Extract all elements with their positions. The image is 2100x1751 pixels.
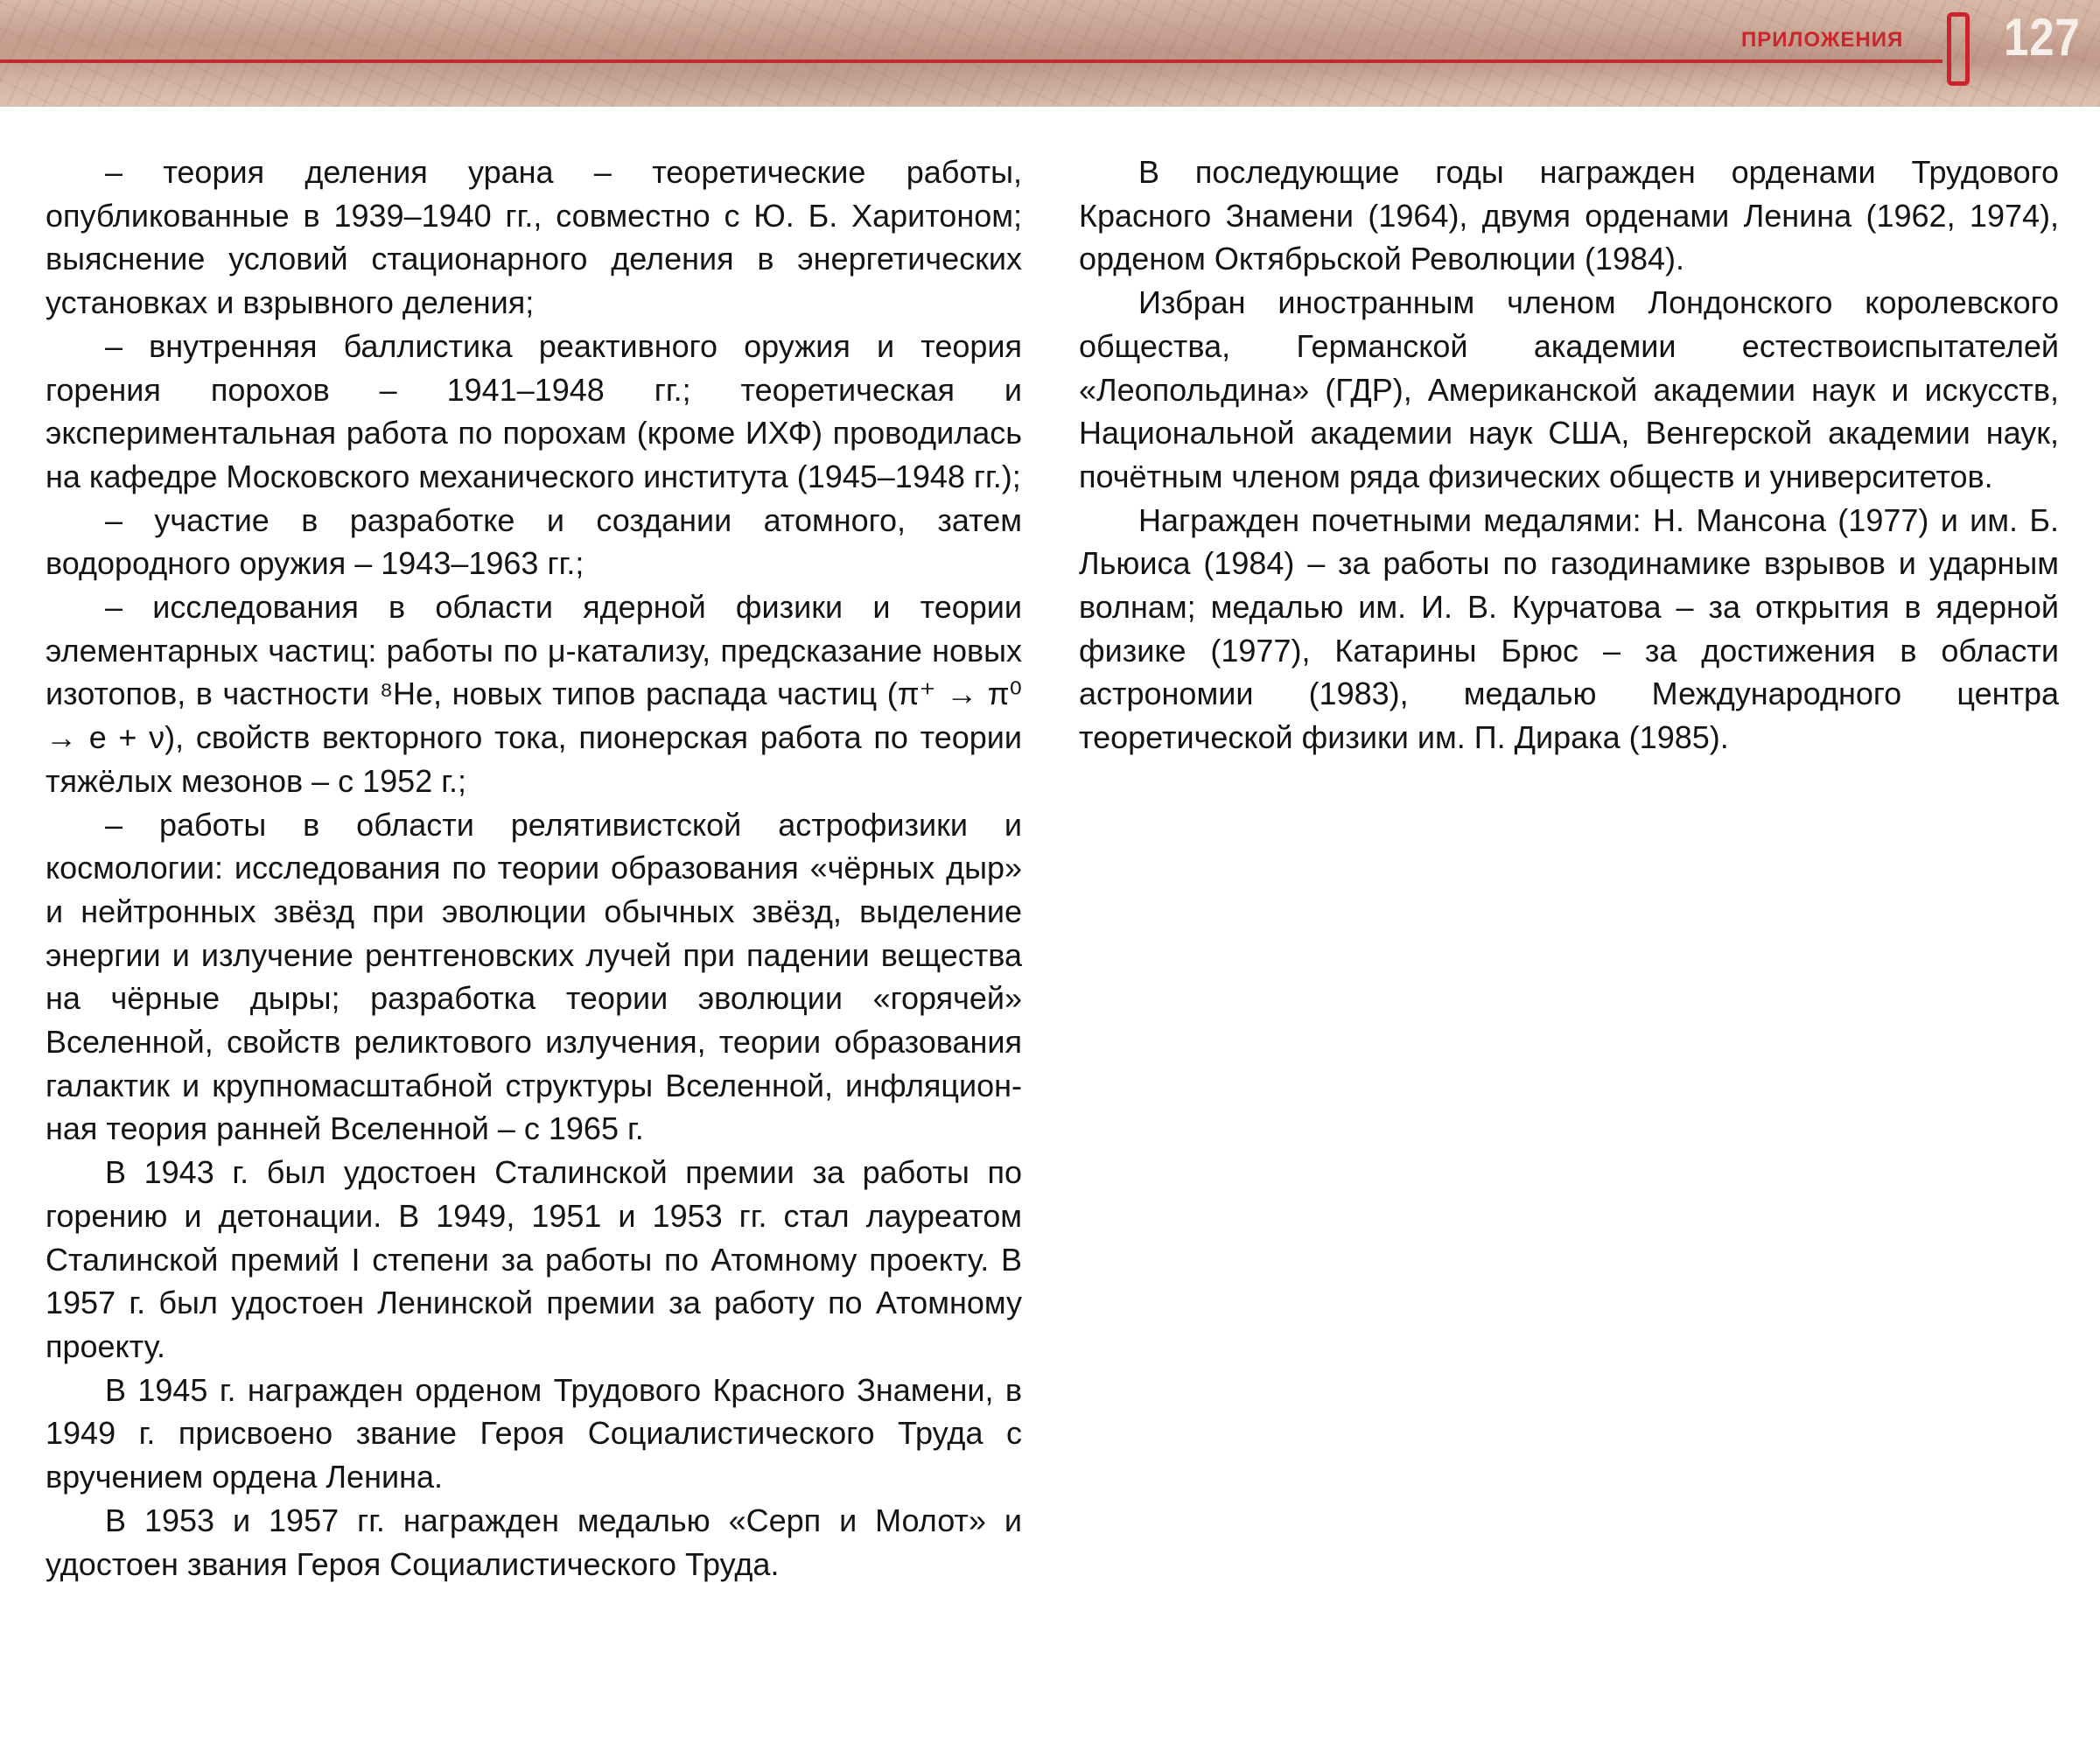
paragraph: Избран иностранным членом Лондонского королевского общества, Германской академии естествоиспытателей «Леопольдина» (ГДР), Американской академии наук и искусств, Национальной академии наук США, Венгерской академии наук, почётным членом ряда физических обществ и университетов. — [1079, 284, 2059, 494]
header-rule — [0, 60, 1942, 63]
section-label: ПРИЛОЖЕНИЯ — [1741, 28, 1904, 52]
right-text-column — [1079, 151, 2059, 760]
paragraph: В 1953 и 1957 гг. награжден медалью «Серп и Молот» и удостоен звания Героя Социалистического Труда. — [46, 1502, 1022, 1582]
paragraph: – участие в разработке и создании атомного, затем водородного оружия – 1943–1963 гг.; — [46, 501, 1022, 582]
left-text-column — [46, 151, 1022, 1586]
page-header-band — [0, 0, 2100, 107]
paragraph: Награжден почетными медалями: Н. Мансона (1977) и им. Б. Льюиса (1984) – за работы по газодинамике взрывов и ударным волнам; медалью им. И. В. Курчатова – за открытия в ядерной физике (1977), Катарины Брюс – за достижения в области астрономии (1983), медалью Международного центра теоретической физики им. П. Дирака (1985). — [1079, 501, 2059, 756]
paragraph: В последующие годы награжден орденами Трудового Красного Знамени (1964), двумя орденами Ленина (1962, 1974), орденом Октябрьской Революции (1984). — [1079, 154, 2059, 277]
page-marker-icon — [1947, 12, 1970, 86]
paragraph: – теория деления урана – теоретические работы, опубликованные в 1939–1940 гг., совместно с Ю. Б. Харитоном; выяснение условий стационарного деления в энергетических установках и взрывного деления; — [46, 154, 1022, 321]
paragraph: В 1943 г. был удостоен Сталинской премии за работы по горению и детонации. В 1949, 1951 и 1953 гг. стал лауреатом Сталинской премий I степени за работы по Атомному проекту. В 1957 г. был удостоен Ленинской премии за работу по Атомному проекту. — [46, 1154, 1022, 1364]
page-number: 127 — [2004, 8, 2081, 67]
paragraph: – исследования в области ядерной физики и теории элементарных частиц: работы по μ-катализу, предсказание новых изотопов, в частности ⁸He, новых типов распада частиц (π⁺ → π⁰ → e + ν), свойств векторного тока, пионерская работа по теории тяжёлых мезонов – с 1952 г.; — [46, 589, 1022, 799]
paragraph: – работы в области релятивистской астрофизики и космологии: исследования по теории образования «чёрных дыр» и нейтронных звёзд при эволюции обычных звёзд, выделение энергии и излучение рентгеновских лучей при падении вещества на чёрные дыры; разработка теории эволюции «горячей» Вселенной, свойств реликтового излучения, теории образования галактик и крупномасштабной структуры Вселенной, инфляционная теория ранней Вселенной – с 1965 г. — [46, 806, 1022, 1147]
paragraph: – внутренняя баллистика реактивного оружия и теория горения порохов – 1941–1948 гг.; теоретическая и экспериментальная работа по порохам (кроме ИХФ) проводилась на кафедре Московского механического института (1945–1948 гг.); — [46, 327, 1022, 494]
paragraph: В 1945 г. награжден орденом Трудового Красного Знамени, в 1949 г. присвоено звание Героя Социалистического Труда с вручением ордена Ленина. — [46, 1371, 1022, 1495]
